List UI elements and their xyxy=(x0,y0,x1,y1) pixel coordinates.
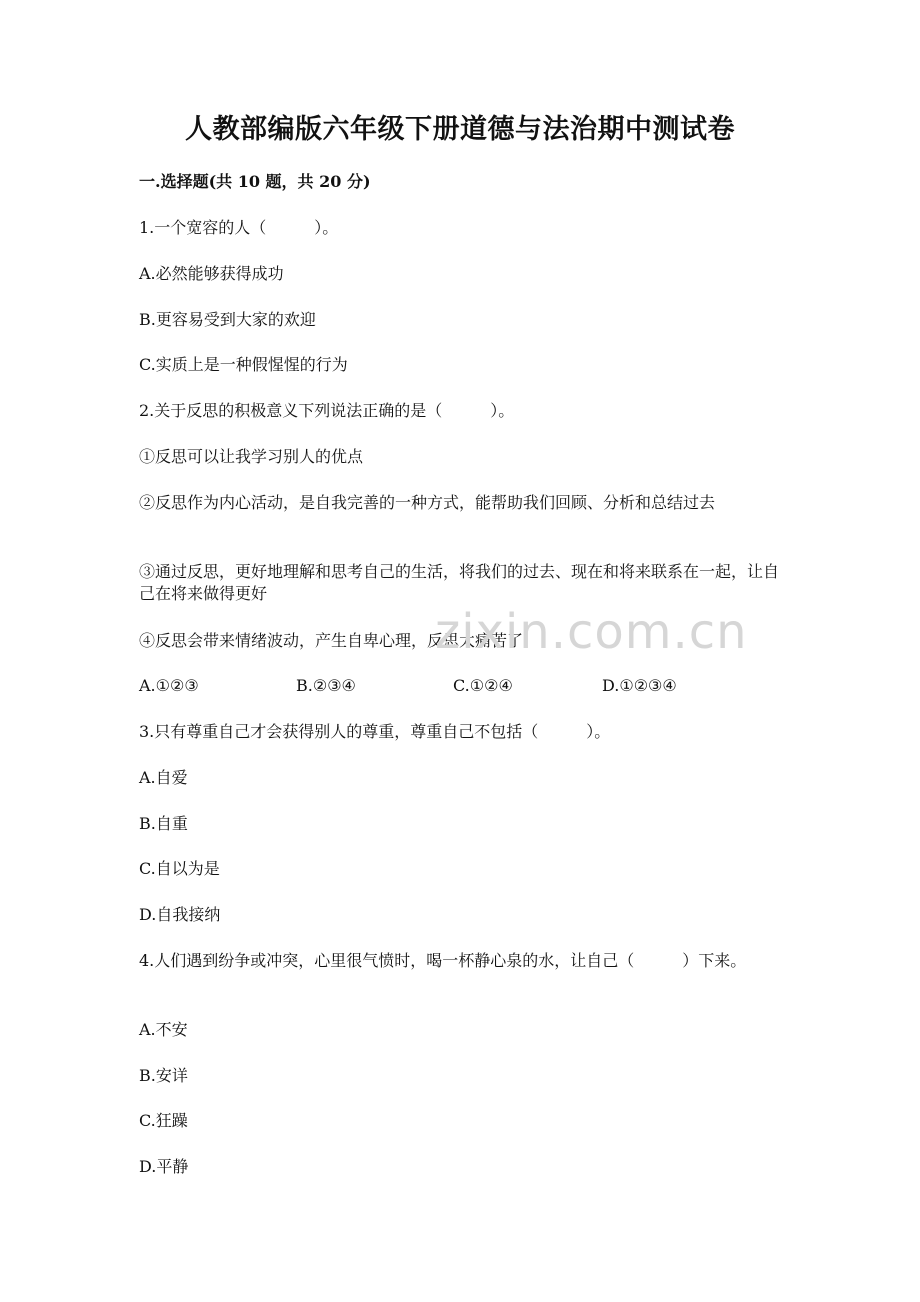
question-2-option-a: A.①②③ xyxy=(139,676,199,695)
watermark: zixin.com.cn xyxy=(435,604,748,660)
question-2-options xyxy=(139,675,779,697)
question-1-stem: 1.一个宽容的人（ ）。 xyxy=(139,218,339,237)
question-2-option-b: B.②③④ xyxy=(296,676,356,695)
question-3-option-a: A.自爱 xyxy=(139,768,188,787)
question-4-stem: 4.人们遇到纷争或冲突，心里很气愤时，喝一杯静心泉的水，让自己（ ）下来。 xyxy=(139,951,747,970)
question-2-option-d: D.①②③④ xyxy=(602,676,677,695)
question-2-statement-2: ②反思作为内心活动，是自我完善的一种方式，能帮助我们回顾、分析和总结过去 xyxy=(139,493,716,512)
question-1-option-b: B.更容易受到大家的欢迎 xyxy=(139,310,316,329)
question-2-statement-3: ③通过反思，更好地理解和思考自己的生活，将我们的过去、现在和将来联系在一起，让自己在将来做得更好 xyxy=(139,562,780,603)
section-heading: 一.选择题(共 10 题，共 20 分) xyxy=(139,172,371,191)
question-4-option-c: C.狂躁 xyxy=(139,1111,188,1130)
question-4-option-a: A.不安 xyxy=(139,1020,188,1039)
page-title: 人教部编版六年级下册道德与法治期中测试卷 xyxy=(185,114,735,145)
question-1-option-a: A.必然能够获得成功 xyxy=(139,264,284,283)
question-2-option-c: C.①②④ xyxy=(453,676,513,695)
question-3-stem: 3.只有尊重自己才会获得别人的尊重，尊重自己不包括（ ）。 xyxy=(139,722,611,741)
question-2-stem: 2.关于反思的积极意义下列说法正确的是（ ）。 xyxy=(139,401,515,420)
question-1-option-c: C.实质上是一种假惺惺的行为 xyxy=(139,355,348,374)
question-2-statement-4: ④反思会带来情绪波动，产生自卑心理，反思太痛苦了 xyxy=(139,631,524,650)
question-4-option-d: D.平静 xyxy=(139,1157,189,1176)
question-3-option-b: B.自重 xyxy=(139,814,188,833)
question-3-option-d: D.自我接纳 xyxy=(139,905,221,924)
question-2-statement-1: ①反思可以让我学习别人的优点 xyxy=(139,447,364,466)
question-3-option-c: C.自以为是 xyxy=(139,859,220,878)
question-4-option-b: B.安详 xyxy=(139,1066,188,1085)
